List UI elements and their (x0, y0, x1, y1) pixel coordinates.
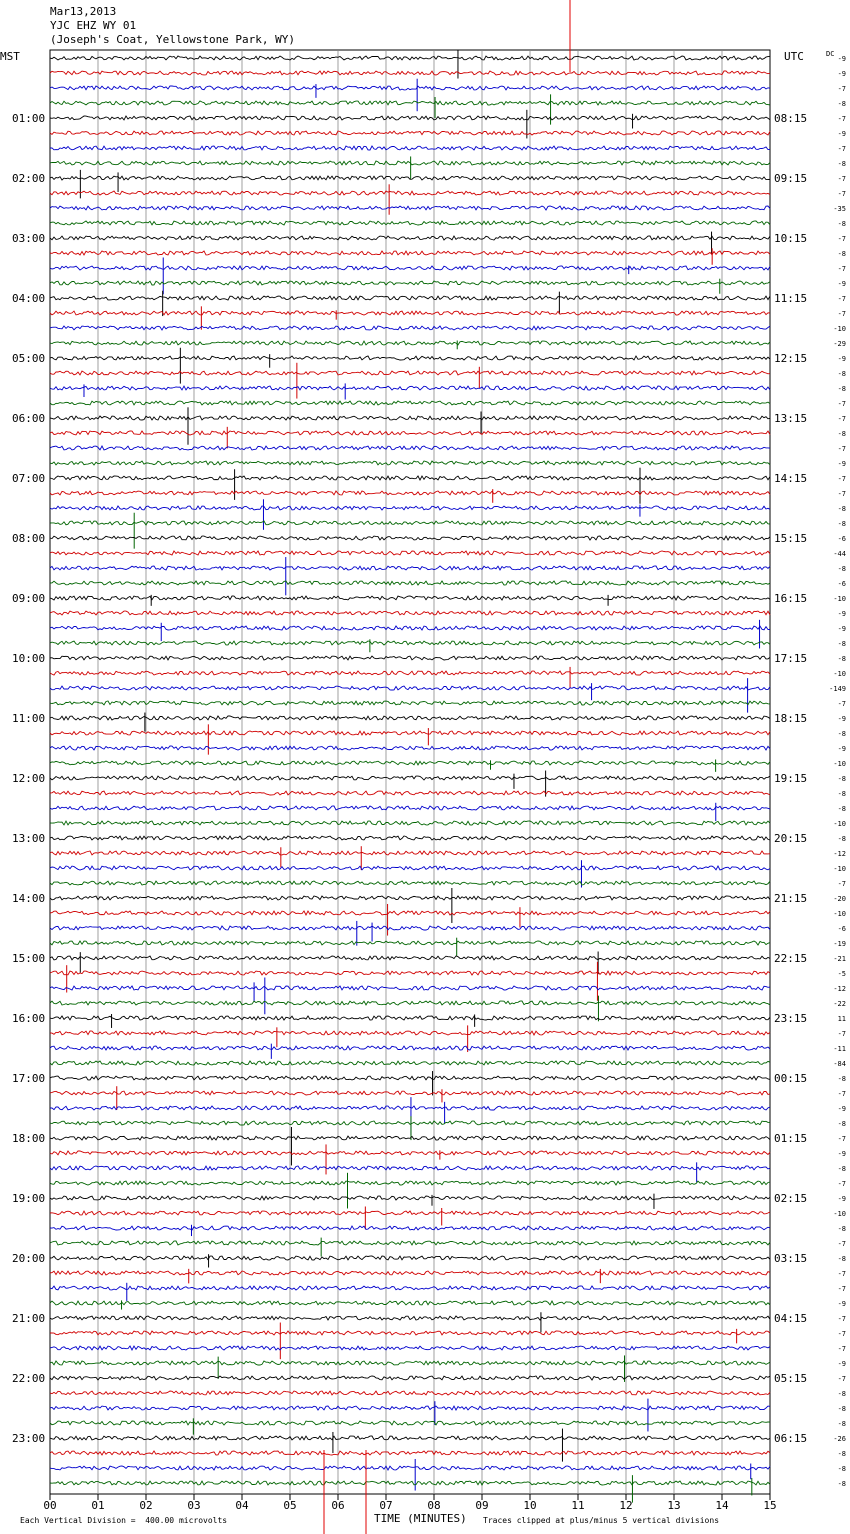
utc-axis-label: UTC (784, 50, 804, 63)
seismic-trace (50, 1361, 770, 1365)
seismic-trace (50, 791, 770, 795)
dc-offset-value: -7 (837, 295, 846, 303)
x-tick-label: 04 (235, 1499, 249, 1512)
dc-offset-value: -12 (833, 985, 846, 993)
mst-hour-label: 15:00 (12, 952, 46, 965)
dc-offset-value: -7 (837, 1135, 846, 1143)
mst-hour-label: 22:00 (12, 1372, 46, 1385)
dc-offset-value: -8 (837, 790, 846, 798)
dc-offset-value: -9 (837, 460, 846, 468)
seismic-trace (50, 416, 770, 420)
seismic-trace (50, 746, 770, 750)
mst-hour-label: 06:00 (12, 412, 46, 425)
seismic-trace (50, 641, 770, 645)
mst-hour-label: 04:00 (12, 292, 46, 305)
seismic-trace (50, 356, 770, 360)
dc-offset-value: -8 (837, 730, 846, 738)
seismic-trace (50, 686, 770, 690)
seismic-trace (50, 1301, 770, 1305)
utc-hour-label: 22:15 (774, 952, 808, 965)
dc-offset-value: -10 (833, 595, 846, 603)
seismic-trace (50, 491, 770, 495)
mst-hour-label: 21:00 (12, 1312, 46, 1325)
seismic-trace (50, 461, 770, 465)
seismic-trace (50, 1256, 770, 1260)
seismic-trace (50, 866, 770, 870)
dc-offset-value: -7 (837, 490, 846, 498)
seismic-trace (50, 806, 770, 810)
dc-offset-value: -7 (837, 1285, 846, 1293)
seismic-trace (50, 1061, 770, 1065)
dc-offset-value: -149 (829, 685, 846, 693)
mst-hour-label: 12:00 (12, 772, 46, 785)
chart-date: Mar13,2013 (50, 5, 117, 18)
dc-offset-value: -9 (837, 1360, 846, 1368)
seismic-trace (50, 1031, 770, 1035)
seismic-trace (50, 611, 770, 615)
utc-hour-label: 19:15 (774, 772, 808, 785)
dc-offset-value: -7 (837, 235, 846, 243)
dc-offset-label: DC (826, 50, 835, 58)
dc-offset-value: -7 (837, 400, 846, 408)
dc-offset-value: -8 (837, 385, 846, 393)
dc-offset-value: -11 (833, 1045, 846, 1053)
dc-offset-value: -19 (833, 940, 846, 948)
dc-offset-value: -5 (837, 970, 846, 978)
dc-offset-value: -44 (833, 550, 846, 558)
seismic-trace (50, 551, 770, 555)
dc-offset-value: 11 (837, 1015, 846, 1023)
seismic-trace (50, 1466, 770, 1470)
seismic-trace (50, 1181, 770, 1185)
seismic-trace (50, 1451, 770, 1455)
dc-offset-value: -8 (837, 1120, 846, 1128)
mst-hour-label: 18:00 (12, 1132, 46, 1145)
dc-offset-value: -20 (833, 895, 846, 903)
seismic-trace (50, 656, 770, 660)
seismic-trace (50, 716, 770, 720)
seismic-trace (50, 776, 770, 780)
dc-offset-value: -7 (837, 190, 846, 198)
seismic-trace (50, 761, 770, 765)
seismic-trace (50, 626, 770, 630)
seismic-trace (50, 281, 770, 285)
utc-hour-label: 02:15 (774, 1192, 808, 1205)
seismic-trace (50, 326, 770, 330)
seismic-trace (50, 1151, 770, 1155)
mst-axis-label: MST (0, 50, 20, 63)
utc-hour-label: 20:15 (774, 832, 808, 845)
seismic-trace (50, 596, 770, 600)
x-axis-label: TIME (MINUTES) (374, 1512, 467, 1525)
seismic-trace (50, 56, 770, 60)
seismic-trace (50, 941, 770, 945)
dc-offset-value: -6 (837, 580, 846, 588)
plot-frame (50, 50, 770, 1494)
x-tick-label: 13 (667, 1499, 681, 1512)
dc-offset-value: -7 (837, 310, 846, 318)
dc-offset-value: -8 (837, 1480, 846, 1488)
dc-offset-value: -8 (837, 520, 846, 528)
seismic-trace (50, 1436, 770, 1440)
seismic-trace (50, 341, 770, 345)
dc-offset-value: -8 (837, 505, 846, 513)
seismic-trace (50, 821, 770, 825)
seismic-trace (50, 1091, 770, 1095)
x-tick-label: 09 (475, 1499, 489, 1512)
utc-hour-label: 23:15 (774, 1012, 808, 1025)
dc-offset-value: -21 (833, 955, 846, 963)
utc-hour-label: 12:15 (774, 352, 808, 365)
dc-offset-value: -9 (837, 625, 846, 633)
seismic-trace (50, 671, 770, 675)
dc-offset-value: -8 (837, 220, 846, 228)
dc-offset-value: -7 (837, 1315, 846, 1323)
utc-hour-label: 14:15 (774, 472, 808, 485)
dc-offset-value: -9 (837, 280, 846, 288)
dc-offset-value: -7 (837, 85, 846, 93)
utc-hour-label: 11:15 (774, 292, 808, 305)
seismic-trace (50, 986, 770, 990)
mst-hour-label: 23:00 (12, 1432, 46, 1445)
dc-offset-value: -7 (837, 415, 846, 423)
mst-hour-label: 07:00 (12, 472, 46, 485)
seismic-trace (50, 851, 770, 855)
chart-location: (Joseph's Coat, Yellowstone Park, WY) (50, 33, 296, 46)
seismic-trace (50, 236, 770, 240)
seismic-trace (50, 146, 770, 150)
scale-note: Each Vertical Division = 400.00 microvolts (20, 1516, 228, 1525)
utc-hour-label: 03:15 (774, 1252, 808, 1265)
seismic-trace (50, 566, 770, 570)
mst-hour-label: 11:00 (12, 712, 46, 725)
mst-hour-label: 08:00 (12, 532, 46, 545)
dc-offset-value: -35 (833, 205, 846, 213)
x-tick-label: 07 (379, 1499, 393, 1512)
utc-hour-label: 21:15 (774, 892, 808, 905)
x-tick-label: 15 (763, 1499, 777, 1512)
dc-offset-value: -8 (837, 655, 846, 663)
dc-offset-value: -8 (837, 565, 846, 573)
seismic-trace (50, 266, 770, 270)
seismic-trace (50, 1001, 770, 1005)
seismic-trace (50, 1406, 770, 1410)
seismic-trace (50, 581, 770, 585)
seismic-trace (50, 191, 770, 195)
seismic-trace (50, 1211, 770, 1215)
dc-offset-value: -7 (837, 1330, 846, 1338)
seismic-trace (50, 161, 770, 165)
dc-offset-value: -9 (837, 1195, 846, 1203)
dc-offset-value: -9 (837, 1105, 846, 1113)
utc-hour-label: 17:15 (774, 652, 808, 665)
dc-offset-value: -8 (837, 1450, 846, 1458)
seismic-trace (50, 116, 770, 120)
seismic-trace (50, 371, 770, 375)
seismic-trace (50, 86, 770, 90)
mst-hour-label: 03:00 (12, 232, 46, 245)
mst-hour-label: 14:00 (12, 892, 46, 905)
dc-offset-value: -9 (837, 610, 846, 618)
seismic-trace (50, 1271, 770, 1275)
mst-hour-label: 13:00 (12, 832, 46, 845)
dc-offset-value: -8 (837, 1405, 846, 1413)
dc-offset-value: -8 (837, 805, 846, 813)
dc-offset-value: -12 (833, 850, 846, 858)
seismic-trace (50, 1346, 770, 1350)
seismic-trace (50, 701, 770, 705)
mst-hour-label: 02:00 (12, 172, 46, 185)
dc-offset-value: -8 (837, 250, 846, 258)
dc-offset-value: -8 (837, 835, 846, 843)
seismic-trace (50, 926, 770, 930)
dc-offset-value: -10 (833, 1210, 846, 1218)
dc-offset-value: -8 (837, 1165, 846, 1173)
seismic-trace (50, 206, 770, 210)
dc-offset-value: -7 (837, 700, 846, 708)
seismic-trace (50, 1316, 770, 1320)
seismic-trace (50, 1166, 770, 1170)
dc-offset-value: -8 (837, 1420, 846, 1428)
dc-offset-value: -9 (837, 355, 846, 363)
seismic-trace (50, 1076, 770, 1080)
dc-offset-value: -7 (837, 1375, 846, 1383)
seismic-trace (50, 131, 770, 135)
mst-hour-label: 10:00 (12, 652, 46, 665)
utc-hour-label: 10:15 (774, 232, 808, 245)
seismic-trace (50, 1376, 770, 1380)
dc-offset-value: -9 (837, 745, 846, 753)
dc-offset-value: -10 (833, 325, 846, 333)
mst-hour-label: 09:00 (12, 592, 46, 605)
mst-hour-label: 01:00 (12, 112, 46, 125)
dc-offset-value: -7 (837, 1240, 846, 1248)
seismic-trace (50, 836, 770, 840)
seismic-trace (50, 536, 770, 540)
seismic-trace (50, 971, 770, 975)
dc-offset-value: -6 (837, 925, 846, 933)
dc-offset-value: -7 (837, 1030, 846, 1038)
seismic-trace (50, 1241, 770, 1245)
dc-offset-value: -8 (837, 160, 846, 168)
dc-offset-value: -8 (837, 370, 846, 378)
seismic-trace (50, 1481, 770, 1485)
dc-offset-value: -8 (837, 1225, 846, 1233)
seismic-trace (50, 1391, 770, 1395)
dc-offset-value: -10 (833, 670, 846, 678)
dc-offset-value: -9 (837, 1300, 846, 1308)
dc-offset-value: -6 (837, 535, 846, 543)
dc-offset-value: -8 (837, 1075, 846, 1083)
dc-offset-value: -8 (837, 1465, 846, 1473)
dc-offset-value: -9 (837, 1150, 846, 1158)
seismic-trace (50, 506, 770, 510)
seismic-trace (50, 1046, 770, 1050)
dc-offset-value: -10 (833, 820, 846, 828)
dc-offset-value: -26 (833, 1435, 846, 1443)
seismic-trace (50, 251, 770, 255)
dc-offset-value: -7 (837, 145, 846, 153)
dc-offset-value: -10 (833, 910, 846, 918)
dc-offset-value: -8 (837, 1255, 846, 1263)
x-tick-label: 11 (571, 1499, 585, 1512)
seismic-trace (50, 1121, 770, 1125)
seismic-trace (50, 1196, 770, 1200)
x-tick-label: 03 (187, 1499, 201, 1512)
seismic-trace (50, 731, 770, 735)
utc-hour-label: 15:15 (774, 532, 808, 545)
seismic-trace (50, 176, 770, 180)
dc-offset-value: -8 (837, 100, 846, 108)
dc-offset-value: -84 (833, 1060, 846, 1068)
utc-hour-label: 18:15 (774, 712, 808, 725)
seismic-trace (50, 221, 770, 225)
dc-offset-value: -7 (837, 475, 846, 483)
chart-station: YJC EHZ WY 01 (50, 19, 137, 32)
seismic-trace (50, 386, 770, 390)
dc-offset-value: -10 (833, 865, 846, 873)
seismic-trace (50, 1106, 770, 1110)
dc-offset-value: -9 (837, 715, 846, 723)
x-tick-label: 00 (43, 1499, 57, 1512)
seismic-trace (50, 896, 770, 900)
seismic-trace (50, 446, 770, 450)
seismic-trace (50, 101, 770, 105)
seismic-trace (50, 521, 770, 525)
seismic-trace (50, 1286, 770, 1290)
x-tick-label: 08 (427, 1499, 441, 1512)
seismic-trace (50, 1136, 770, 1140)
seismic-trace (50, 311, 770, 315)
x-tick-label: 14 (715, 1499, 729, 1512)
utc-hour-label: 08:15 (774, 112, 808, 125)
dc-offset-value: -10 (833, 760, 846, 768)
mst-hour-label: 19:00 (12, 1192, 46, 1205)
mst-hour-label: 05:00 (12, 352, 46, 365)
dc-offset-value: -7 (837, 1180, 846, 1188)
dc-offset-value: -9 (837, 130, 846, 138)
mst-hour-label: 16:00 (12, 1012, 46, 1025)
dc-offset-value: -8 (837, 430, 846, 438)
x-tick-label: 12 (619, 1499, 633, 1512)
seismic-trace (50, 401, 770, 405)
seismic-trace (50, 1016, 770, 1020)
x-tick-label: 01 (91, 1499, 105, 1512)
dc-offset-value: -8 (837, 640, 846, 648)
utc-hour-label: 06:15 (774, 1432, 808, 1445)
dc-offset-value: -9 (837, 55, 846, 63)
utc-hour-label: 05:15 (774, 1372, 808, 1385)
dc-offset-value: -7 (837, 1345, 846, 1353)
dc-offset-value: -7 (837, 1090, 846, 1098)
seismic-trace (50, 1226, 770, 1230)
dc-offset-value: -9 (837, 70, 846, 78)
seismic-trace (50, 1331, 770, 1335)
dc-offset-value: -7 (837, 265, 846, 273)
dc-offset-value: -7 (837, 175, 846, 183)
utc-hour-label: 01:15 (774, 1132, 808, 1145)
seismic-trace (50, 296, 770, 300)
dc-offset-value: -8 (837, 775, 846, 783)
seismic-trace (50, 71, 770, 75)
seismic-trace (50, 476, 770, 480)
dc-offset-value: -7 (837, 445, 846, 453)
dc-offset-value: -7 (837, 115, 846, 123)
x-tick-label: 05 (283, 1499, 297, 1512)
dc-offset-value: -29 (833, 340, 846, 348)
mst-hour-label: 17:00 (12, 1072, 46, 1085)
dc-offset-value: -7 (837, 1270, 846, 1278)
utc-hour-label: 13:15 (774, 412, 808, 425)
seismic-trace (50, 956, 770, 960)
dc-offset-value: -7 (837, 880, 846, 888)
seismic-trace (50, 881, 770, 885)
dc-offset-value: -8 (837, 1390, 846, 1398)
x-tick-label: 02 (139, 1499, 153, 1512)
x-tick-label: 10 (523, 1499, 537, 1512)
mst-hour-label: 20:00 (12, 1252, 46, 1265)
seismic-trace (50, 431, 770, 435)
x-tick-label: 06 (331, 1499, 345, 1512)
utc-hour-label: 04:15 (774, 1312, 808, 1325)
utc-hour-label: 09:15 (774, 172, 808, 185)
seismic-trace (50, 1421, 770, 1425)
clip-note: Traces clipped at plus/minus 5 vertical divisions (483, 1516, 720, 1525)
dc-offset-value: -22 (833, 1000, 846, 1008)
utc-hour-label: 16:15 (774, 592, 808, 605)
utc-hour-label: 00:15 (774, 1072, 808, 1085)
seismic-trace (50, 911, 770, 915)
